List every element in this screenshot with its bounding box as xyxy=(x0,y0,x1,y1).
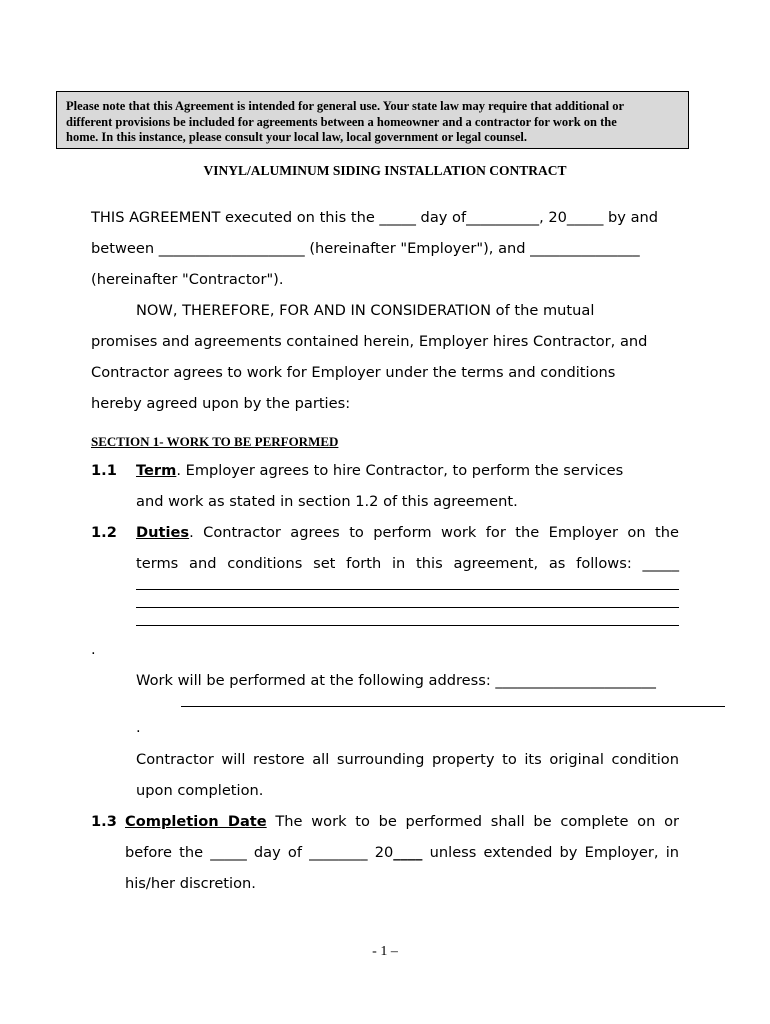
intro-line: promises and agreements contained herein, Employer hires Contractor, and xyxy=(91,333,648,350)
notice-line: home. In this instance, please consult your local law, local government or legal counsel. xyxy=(66,130,527,144)
clause-text: The work to be performed shall be complete on or xyxy=(266,813,679,830)
legal-notice-box xyxy=(56,91,689,149)
period: . xyxy=(91,641,96,658)
clause-1-3-line: his/her discretion. xyxy=(125,875,256,892)
clause-1-3-line xyxy=(125,813,679,830)
clause-number: 1.1 xyxy=(91,462,117,479)
address-blank-line xyxy=(181,706,725,707)
clause-text: unless extended by Employer, in xyxy=(422,844,680,861)
intro-line: (hereinafter "Contractor"). xyxy=(91,271,284,288)
restore-line: upon completion. xyxy=(136,782,264,799)
clause-title: Duties xyxy=(136,524,190,541)
clause-text: . Contractor agrees to perform work for the Employer on the xyxy=(189,524,679,541)
intro-line: THIS AGREEMENT executed on this the _____ day of__________, 20_____ by and xyxy=(91,209,659,226)
notice-line: different provisions be included for agreements between a homeowner and a contractor for work on the xyxy=(66,114,617,129)
clause-text: . Employer agrees to hire Contractor, to perform the services xyxy=(176,462,624,479)
page-number: - 1 – xyxy=(372,944,398,959)
intro-line: Contractor agrees to work for Employer under the terms and conditions xyxy=(91,364,616,381)
restore-line: Contractor will restore all surrounding property to its original condition xyxy=(136,751,679,768)
duties-blank-line xyxy=(136,625,679,626)
clause-1-2-line: terms and conditions set forth in this agreement, as follows: _____ xyxy=(136,555,679,572)
intro-line: between ____________________ (hereinafter "Employer"), and _______________ xyxy=(91,240,640,257)
duties-blank-line xyxy=(136,607,679,608)
clause-number: 1.2 xyxy=(91,524,117,541)
notice-line: Please note that this Agreement is intended for general use. Your state law may require that additional or xyxy=(66,99,625,113)
clause-1-1-line: and work as stated in section 1.2 of this agreement. xyxy=(136,493,518,510)
clause-title: Term xyxy=(136,462,177,479)
clause-number: 1.3 xyxy=(91,813,117,830)
year-blank: ____ xyxy=(393,844,423,861)
duties-blank-line xyxy=(136,589,679,590)
clause-text: before the _____ day of ________ 20 xyxy=(125,844,394,861)
document-title: VINYL/ALUMINUM SIDING INSTALLATION CONTRACT xyxy=(203,163,567,178)
period: . xyxy=(136,719,141,736)
clause-1-1-line xyxy=(136,462,623,479)
section-heading: SECTION 1- WORK TO BE PERFORMED xyxy=(91,434,339,449)
intro-line: hereby agreed upon by the parties: xyxy=(91,395,351,412)
clause-title: Completion Date xyxy=(125,813,267,830)
clause-1-2-line xyxy=(136,524,679,541)
intro-line: NOW, THEREFORE, FOR AND IN CONSIDERATION of the mutual xyxy=(136,302,595,319)
clause-1-3-line xyxy=(125,844,679,861)
address-line: Work will be performed at the following address: ______________________ xyxy=(136,672,656,689)
